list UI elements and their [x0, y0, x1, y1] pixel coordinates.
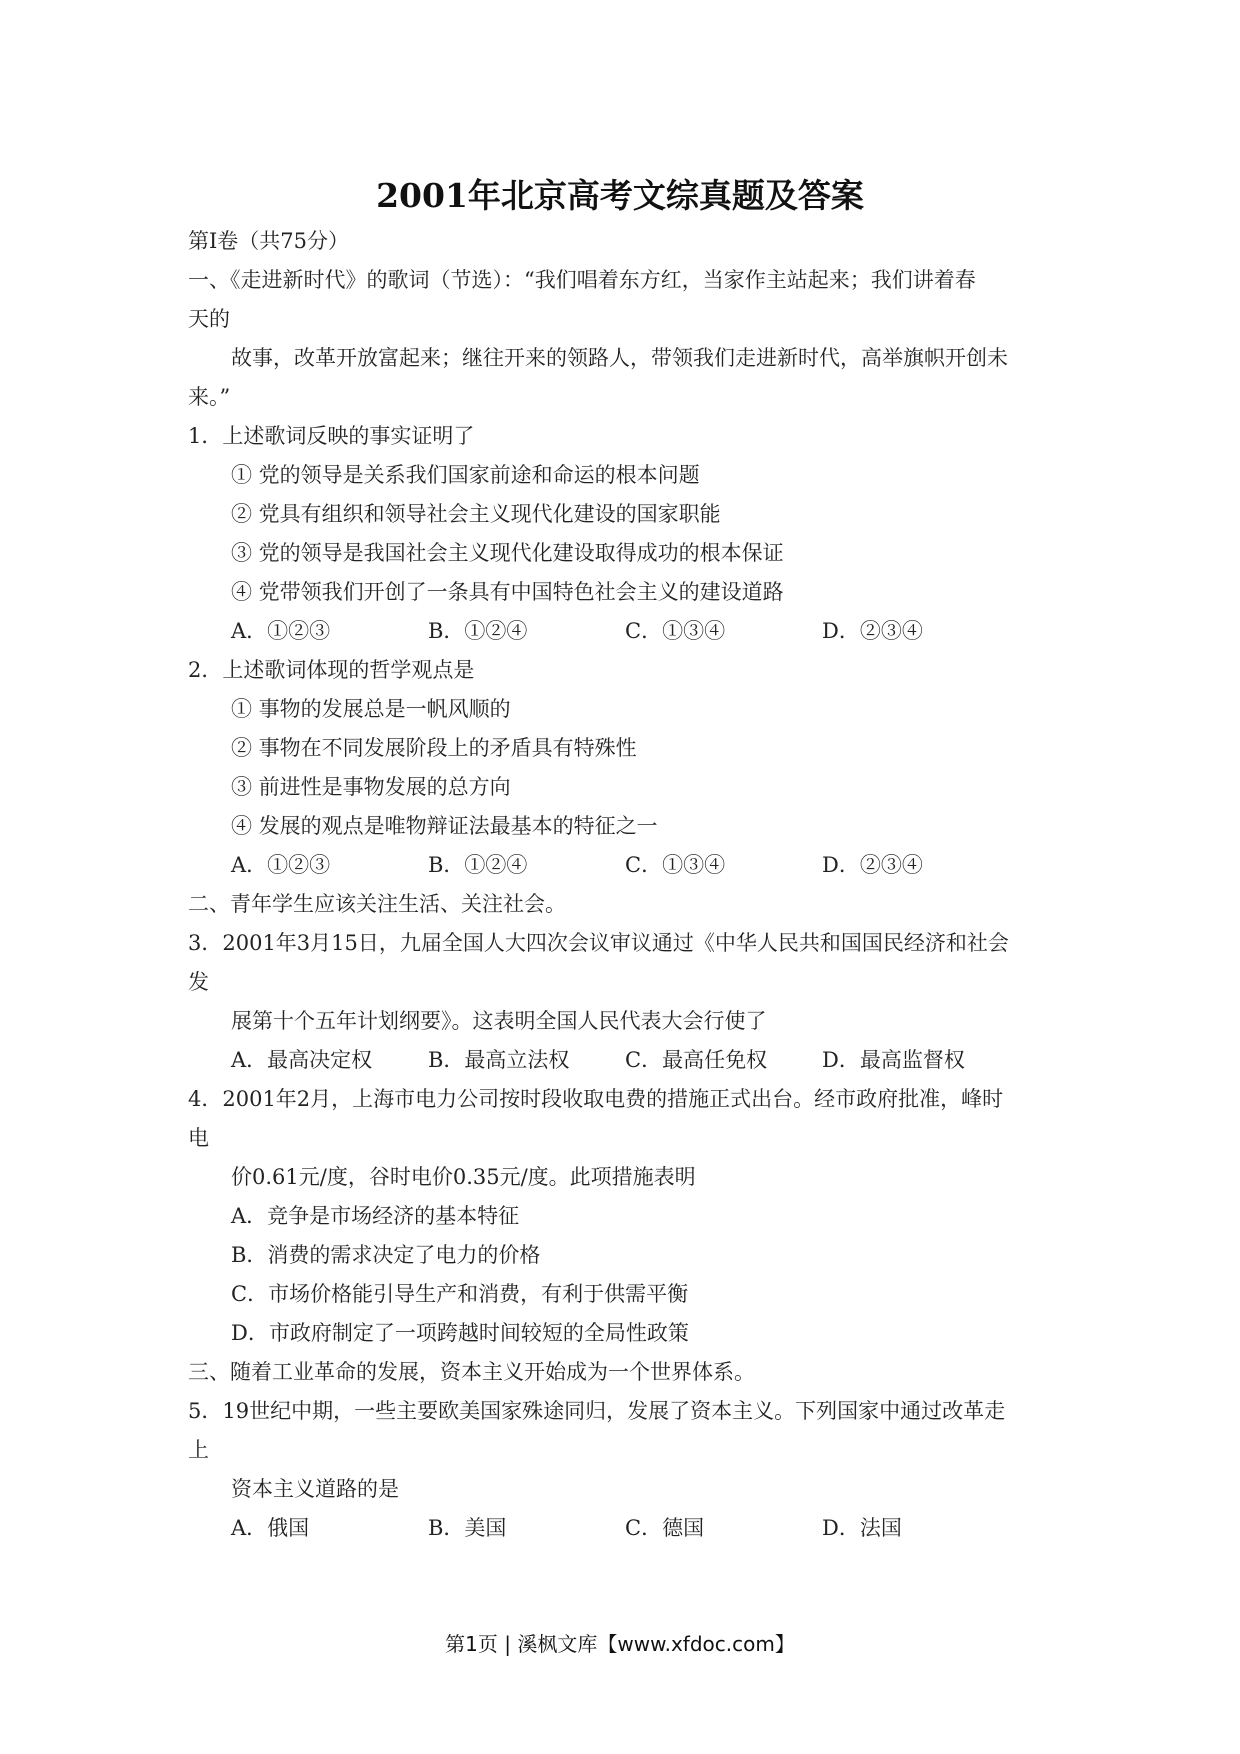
part-header: 第Ⅰ卷（共75分）	[188, 229, 350, 253]
document-body	[188, 222, 1058, 1548]
question-4-option-b: B．消费的需求决定了电力的价格	[231, 1243, 541, 1267]
document-title: 2001年北京高考文综真题及答案	[376, 176, 864, 215]
question-2-item: ② 事物在不同发展阶段上的矛盾具有特殊性	[231, 736, 637, 760]
question-3-stem-cont: 发	[188, 970, 209, 994]
question-4-stem-cont: 价0.61元/度，谷时电价0.35元/度。此项措施表明	[231, 1165, 696, 1189]
question-3-stem-cont: 展第十个五年计划纲要》。这表明全国人民代表大会行使了	[231, 1009, 767, 1033]
choice-c: C．德国	[625, 1516, 705, 1540]
question-1-stem: 1．上述歌词反映的事实证明了	[188, 424, 475, 448]
section-1-intro: 一、《走进新时代》的歌词（节选）：“我们唱着东方红，当家作主站起来；我们讲着春	[188, 268, 976, 292]
question-5-stem: 5．19世纪中期，一些主要欧美国家殊途同归，发展了资本主义。下列国家中通过改革走	[188, 1399, 1006, 1423]
choice-c: C．最高任免权	[625, 1048, 768, 1072]
choice-b: B．美国	[428, 1516, 507, 1540]
question-3-stem: 3．2001年3月15日，九届全国人大四次会议审议通过《中华人民共和国国民经济和社会	[188, 931, 1009, 955]
question-5-choices	[188, 1509, 1058, 1548]
question-1-item: ③ 党的领导是我国社会主义现代化建设取得成功的根本保证	[231, 541, 784, 565]
choice-d: D．②③④	[822, 853, 923, 877]
choice-b: B．最高立法权	[428, 1048, 570, 1072]
page-footer: 第1页 | 溪枫文库【www.xfdoc.com】	[445, 1632, 795, 1656]
choice-d: D．②③④	[822, 619, 923, 643]
choice-d: D．法国	[822, 1516, 902, 1540]
choice-d: D．最高监督权	[822, 1048, 965, 1072]
question-1-item: ④ 党带领我们开创了一条具有中国特色社会主义的建设道路	[231, 580, 784, 604]
question-2-item: ④ 发展的观点是唯物辩证法最基本的特征之一	[231, 814, 658, 838]
question-1-item: ① 党的领导是关系我们国家前途和命运的根本问题	[231, 463, 700, 487]
choice-b: B．①②④	[428, 619, 528, 643]
question-2-stem: 2．上述歌词体现的哲学观点是	[188, 658, 475, 682]
question-5-stem-cont: 资本主义道路的是	[231, 1477, 399, 1501]
question-5-stem-cont: 上	[188, 1438, 209, 1462]
question-4-option-a: A．竞争是市场经济的基本特征	[231, 1204, 520, 1228]
choice-a: A．①②③	[231, 853, 331, 877]
question-2-item: ③ 前进性是事物发展的总方向	[231, 775, 511, 799]
question-2-item: ① 事物的发展总是一帆风顺的	[231, 697, 511, 721]
question-1-item: ② 党具有组织和领导社会主义现代化建设的国家职能	[231, 502, 721, 526]
choice-c: C．①③④	[625, 853, 726, 877]
section-2-heading: 二、青年学生应该关注生活、关注社会。	[188, 892, 566, 916]
section-3-heading: 三、随着工业革命的发展，资本主义开始成为一个世界体系。	[188, 1360, 755, 1384]
choice-a: A．最高决定权	[231, 1048, 373, 1072]
question-4-option-c: C．市场价格能引导生产和消费，有利于供需平衡	[231, 1282, 689, 1306]
section-1-intro-cont: 故事，改革开放富起来；继往开来的领路人，带领我们走进新时代，高举旗帜开创未	[231, 346, 1008, 370]
choice-a: A．①②③	[231, 619, 331, 643]
section-1-intro-cont: 天的	[188, 307, 230, 331]
question-4-option-d: D．市政府制定了一项跨越时间较短的全局性政策	[231, 1321, 689, 1345]
question-4-stem: 4．2001年2月，上海市电力公司按时段收取电费的措施正式出台。经市政府批准，峰时	[188, 1087, 1004, 1111]
question-3-choices	[188, 1041, 1058, 1080]
choice-a: A．俄国	[231, 1516, 310, 1540]
choice-c: C．①③④	[625, 619, 726, 643]
section-1-intro-cont: 来。”	[188, 385, 231, 409]
question-1-choices	[188, 612, 1058, 651]
question-2-choices	[188, 846, 1058, 885]
question-4-stem-cont: 电	[188, 1126, 209, 1150]
choice-b: B．①②④	[428, 853, 528, 877]
